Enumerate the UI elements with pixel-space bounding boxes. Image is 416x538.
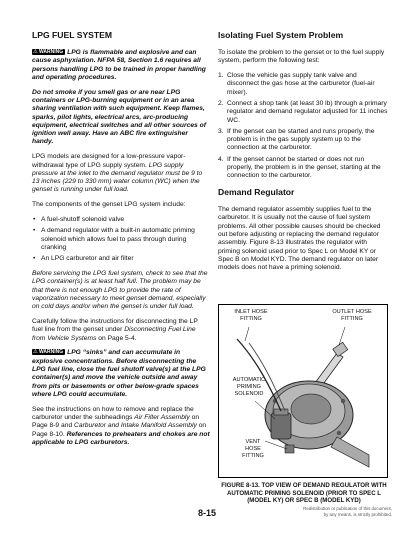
section-heading-isolating: Isolating Fuel System Problem	[218, 30, 344, 40]
bolt-shape	[341, 399, 345, 403]
warning-text-1: LPG is flammable and explosive and can cause asphyxiation. NFPA 58, Section 1.6 requires all persons handling LPG to be trained in proper handling and operating procedures.	[32, 49, 206, 81]
list-item: 3. If the genset can be started and runs properly, the problem is in the gas supply system up to the connection at the carburetor.	[218, 127, 375, 152]
bolt-shape	[337, 431, 341, 435]
section-heading-lpg: LPG FUEL SYSTEM	[32, 30, 113, 40]
list-item: 1. Close the vehicle gas supply tank valve and disconnect the gas hose at the carburetor (fuel-air mixer).	[218, 72, 375, 96]
paragraph-disconnect: Carefully follow the instructions for disconnecting the LP fuel line from the genset under Disconnecting Fuel Line from Vehicle Systems on Page 5-4.	[32, 318, 198, 342]
right-column	[218, 30, 390, 279]
list-item: 2. Connect a shop tank (at least 30 lb) through a primary regulator and demand regulator adjusted for 11 inches WC.	[218, 99, 388, 124]
paragraph-carburetor: See the instructions on how to remove and replace the carburetor under the subheadings Air Filter Assembly on Page 8-9 and Carburetor and Intake Manifold Assembly on Page 8-10. References to preheaters and chokes are not applicable to LPG carburetors.	[32, 405, 210, 446]
label-inlet-hose-fitting: INLET HOSE FITTING	[234, 309, 268, 322]
leader-line	[245, 327, 249, 341]
list-item: • A demand regulator with a built-in automatic priming solenoid which allows fuel to pass through during cranking	[32, 227, 210, 252]
list-item: 4. If the genset cannot be started or does not run properly, the problem is in the genset, starting at the connection to the carburetor.	[218, 155, 381, 180]
paragraph-before-servicing: Before servicing the LPG fuel system, check to see that the LPG container(s) is at least half full. The problem may be that there is not enough LPG to provide the rate of vaporization necessary to meet genset demand, especially on cold days and/or when the genset is under full load.	[32, 270, 208, 311]
warning-triangle-icon: ⚠	[33, 49, 38, 55]
list-item: • An LPG carburetor and air filter	[32, 255, 210, 263]
label-automatic-priming-solenoid: AUTOMATIC PRIMING SOLENOID	[232, 377, 266, 397]
warning-paragraph-1	[32, 49, 210, 82]
warning-badge: ⚠WARNING	[33, 349, 64, 356]
warning-paragraph-2	[32, 349, 210, 399]
paragraph-components: The components of the genset LPG system include:	[32, 201, 186, 209]
warning-badge: ⚠WARNING	[33, 49, 64, 55]
warning-text-2: LPG “sinks” and can accumulate in explosive concentrations. Before disconnecting the LPG fuel line, close the fuel shutoff valve(s) at the LPG container(s) and move the vehicle outside and away from pits or basements or other below-grade spaces where LPG could accumulate.	[32, 349, 206, 398]
list-item: • A fuel-shutoff solenoid valve	[32, 216, 210, 224]
regulator-center-shape	[291, 394, 331, 424]
figure-demand-regulator	[218, 304, 388, 478]
mounting-bracket-shape	[331, 437, 369, 467]
label-outlet-hose-fitting: OUTLET HOSE FITTING	[332, 309, 372, 322]
outlet-nut-shape	[333, 342, 348, 356]
section-heading-demand-regulator: Demand Regulator	[218, 187, 295, 198]
footer-notice: Redistribution or publication of this document, by any means, is strictly prohibited.	[303, 506, 392, 517]
priming-solenoid-shape	[271, 413, 291, 439]
left-column	[32, 30, 210, 454]
label-vent-hose-fitting: VENT HOSE FITTING	[242, 439, 264, 459]
paragraph-isolate: To isolate the problem to the genset or to the fuel supply system, perform the following test:	[218, 49, 385, 65]
components-list	[32, 216, 210, 263]
paragraph-lpg-models: LPG models are designed for a low-pressure vapor-withdrawal type of LPG supply system. LPG supply pressure at the inlet to the demand regulator must be 9 to 13 inches (229 to 330 mm) water column (WC) when the genset is running under full load.	[32, 153, 203, 194]
paragraph-demand-regulator: The demand regulator assembly supplies fuel to the carburetor. It is usually not the cause of fuel system problems. All other possible causes should be checked out before adjusting or replacing the demand regulator assembly. Figure 8-13 illustrates the regulator with priming solenoid used prior to Spec L on Model KY or Spec B on Model KYD. The demand regulator on later models does not have a priming solenoid.	[218, 206, 381, 272]
warning-paragraph-1b: Do not smoke if you smell gas or are near LPG containers or LPG-burning equipment or in an area sharing ventilation with such equipment. Keep flames, sparks, pilot lights, electrical arcs, arc-producing equipment, electrical switches and all other sources of ignition well away. Have an ABC fire extinguisher handy.	[32, 88, 206, 146]
figure-caption: FIGURE 8-13. TOP VIEW OF DEMAND REGULATOR WITH AUTOMATIC PRIMING SOLENOID (PRIOR TO SPEC L (MODEL KY) OR SPEC B (MODEL KYD)	[221, 482, 387, 504]
page-number: 8-15	[198, 508, 217, 518]
steps-list	[218, 72, 390, 181]
warning-triangle-icon: ⚠	[33, 349, 38, 356]
